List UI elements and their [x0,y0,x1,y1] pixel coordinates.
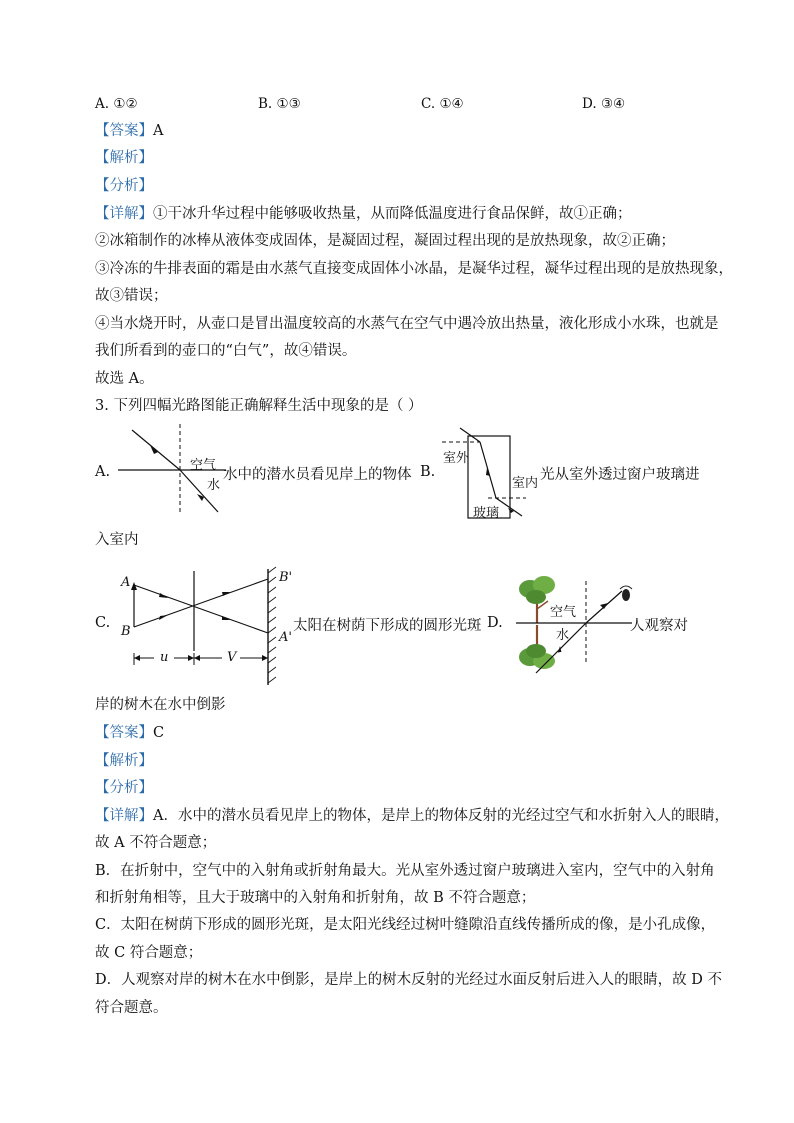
option-a: A. ①② [95,96,138,112]
q3-opt-d-air-label: 空气 [550,605,577,620]
q2-detail-line-5: ④当水烧开时，从壶口是冒出温度较高的水蒸气在空气中遇冷放出热量，液化形成小水珠，也就是 [95,316,719,332]
q2-detail-line-1: 【详解】①干冰升华过程中能够吸收热量，从而降低温度进行食品保鲜，故①正确； [95,206,632,222]
option-c: C. ①④ [421,96,464,112]
q3-opt-d-letter: D. [487,615,503,631]
q3-detail-line-2: 故 A 不符合题意； [95,835,217,851]
q3-answer: 【答案】C [95,725,165,741]
q3-opt-c-b-prime-label: B' [279,570,293,585]
q3-detail-line-4: 和折射角相等，且大于玻璃中的入射角和折射角，故 B 不符合题意； [95,890,536,906]
q2-detail-line-2: ②冰箱制作的冰棒从液体变成固体，是凝固过程，凝固过程出现的是放热现象，故②正确； [95,233,675,249]
q2-answer: 【答案】A [95,123,164,139]
q3-detail-line-7: D．人观察对岸的树木在水中倒影，是岸上的树木反射的光经过水面反射后进入人的眼睛，故 D 不 [95,972,722,988]
q2-detail-line-7: 故选 A。 [95,371,154,387]
q3-opt-b-indoor-label: 室内 [512,476,539,491]
q3-detail-line-6: 故 C 符合题意； [95,945,203,961]
q3-opt-c-diagram [118,565,286,687]
option-d: D. ③④ [582,96,626,112]
q3-opt-c-caption: 太阳在树荫下形成的圆形光斑 [293,618,482,634]
tree-reflection-icon [519,625,555,669]
q3-detail-line-8: 符合题意。 [95,1000,168,1016]
q3-fenxi-tag: 【分析】 [95,780,153,796]
q3-opt-d-caption: 人观察对 [630,618,688,634]
q3-opt-c-v-label: V [227,650,237,665]
q3-opt-a-letter: A. [95,464,111,480]
q2-detail-line-6: 我们所看到的壶口的“白气”，故④错误。 [95,343,357,359]
q3-opt-b-caption: 光从室外透过窗户玻璃进 [540,467,700,483]
q3-opt-d-diagram [510,575,640,675]
q3-opt-c-a-prime-label: A' [279,630,292,645]
q3-detail-line-1: 【详解】A．水中的潜水员看见岸上的物体，是岸上的物体反射的光经过空气和水折射入人的眼睛， [95,808,729,824]
q3-opt-b-letter: B. [420,464,436,480]
q3-opt-a-caption: 水中的潜水员看见岸上的物体 [223,467,412,483]
q3-opt-c-letter: C. [95,615,111,631]
q3-detail-line-3: B．在折射中，空气中的入射角或折射角最大。光从室外透过窗户玻璃进入室内，空气中的入射角 [95,863,715,879]
q3-opt-b-outdoor-label: 室外 [443,451,470,466]
q3-opt-b-glass-label: 玻璃 [473,506,500,521]
option-b: B. ①③ [258,96,301,112]
q2-fenxi-tag: 【分析】 [95,178,153,194]
eye-icon [620,586,632,601]
q3-opt-c-a-label: A [121,575,131,590]
q3-opt-a-water-label: 水 [207,478,221,493]
q3-analysis-tag: 【解析】 [95,753,153,769]
q2-detail-line-4: 故③错误； [95,288,168,304]
q2-detail-line-3: ③冷冻的牛排表面的霜是由水蒸气直接变成固体小冰晶，是凝华过程，凝华过程出现的是放热现象， [95,261,733,277]
q3-question: 3. 下列四幅光路图能正确解释生活中现象的是（ ） [95,398,423,414]
q3-opt-c-u-label: u [160,650,169,665]
q3-opt-d-water-label: 水 [556,628,570,643]
q3-opt-b-caption-cont: 入室内 [95,532,139,548]
q3-opt-a-air-label: 空气 [190,458,217,473]
q3-opt-c-b-label: B [121,624,131,639]
q2-analysis-tag: 【解析】 [95,150,153,166]
q3-opt-d-caption-cont: 岸的树木在水中倒影 [95,697,226,713]
q3-detail-line-5: C．太阳在树荫下形成的圆形光斑，是太阳光线经过树叶缝隙沿直线传播所成的像，是小孔成像， [95,917,716,933]
